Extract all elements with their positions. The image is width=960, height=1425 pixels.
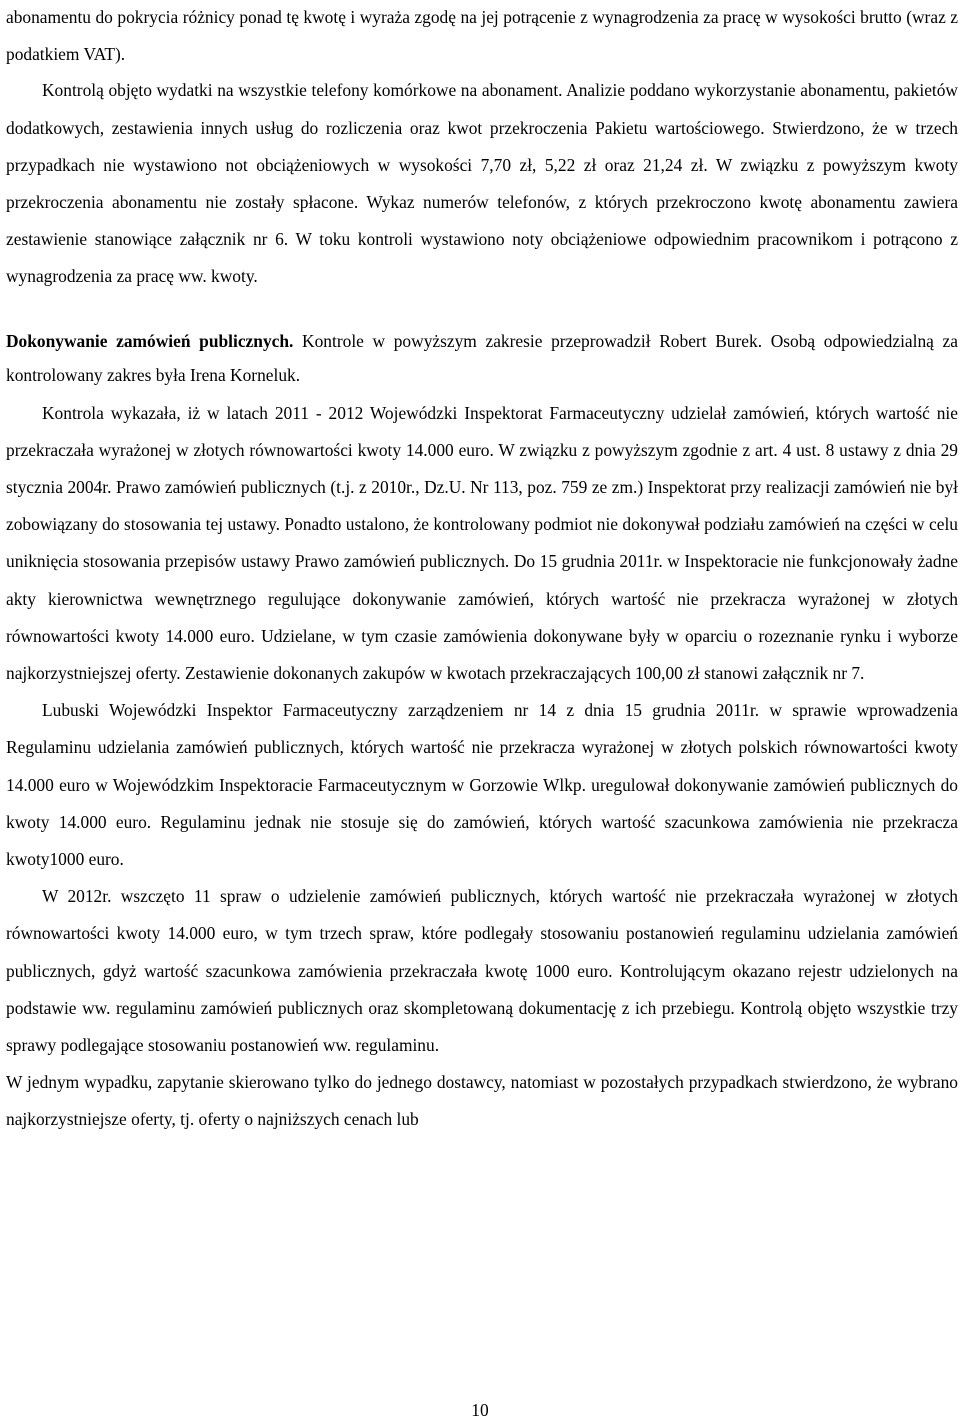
section-heading: Dokonywanie zamówień publicznych. <box>6 330 294 351</box>
paragraph-2012-cases: W 2012r. wszczęto 11 spraw o udzielenie zamówień publicznych, których wartość nie przekraczała wyrażonej w złotych równowartości kwoty 14.000 euro, w tym trzech spraw, które podlegały stosowaniu postanowień regulaminu udzielania zamówień publicznych, gdyż wartość szacunkowa zamówienia przekraczała kwotę 1000 euro. Kontrolującym okazano rejestr udzielonych na podstawie ww. regulaminu zamówień publicznych oraz skompletowaną dokumentację z ich przebiegu. Kontrolą objęto wszystkie trzy sprawy podlegające stosowaniu postanowień ww. regulaminu. <box>6 886 958 1056</box>
page-number: 10 <box>471 1400 489 1420</box>
paragraph-continuation: abonamentu do pokrycia różnicy ponad tę kwotę i wyraża zgodę na jej potrącenie z wynagrodzenia za pracę w wysokości brutto (wraz z podatkiem VAT). <box>6 7 958 65</box>
document-page <box>6 0 958 1139</box>
paragraph-audit-findings: Kontrola wykazała, iż w latach 2011 - 2012 Wojewódzki Inspektorat Farmaceutyczny udzielał zamówień, których wartość nie przekraczała wyrażonej w złotych równowartości kwoty 14.000 euro. W związku z powyższym zgodnie z art. 4 ust. 8 ustawy z dnia 29 stycznia 2004r. Prawo zamówień publicznych (t.j. z 2010r., Dz.U. Nr 113, poz. 759 ze zm.) Inspektorat przy realizacji zamówień nie był zobowiązany do stosowania tej ustawy. Ponadto ustalono, że kontrolowany podmiot nie dokonywał podziału zamówień na części w celu uniknięcia stosowania przepisów ustawy Prawo zamówień publicznych. Do 15 grudnia 2011r. w Inspektoracie nie funkcjonowały żadne akty kierownictwa wewnętrznego regulujące dokonywanie zamówień, których wartość nie przekracza wyrażonej w złotych równowartości kwoty 14.000 euro. Udzielane, w tym czasie zamówienia dokonywane były w oparciu o rozeznanie rynku i wyborze najkorzystniejszej oferty. Zestawienie dokonanych zakupów w kwotach przekraczających 100,00 zł stanowi załącznik nr 7. <box>6 402 958 684</box>
section-intro-text: Kontrole w powyższym zakresie przeprowadził Robert Burek. Osobą odpowiedzialną za kontrolowany zakres była Irena Korneluk. <box>6 330 958 385</box>
section-intro <box>6 324 958 392</box>
paragraph-single-supplier: W jednym wypadku, zapytanie skierowano tylko do jednego dostawcy, natomiast w pozostałych przypadkach stwierdzono, że wybrano najkorzystniejsze oferty, tj. oferty o najniższych cenach lub <box>6 1072 958 1130</box>
paragraph-phone-subscriptions: Kontrolą objęto wydatki na wszystkie telefony komórkowe na abonament. Analizie poddano wykorzystanie abonamentu, pakietów dodatkowych, zestawienia innych usług do rozliczenia oraz kwot przekroczenia Pakietu wartościowego. Stwierdzono, że w trzech przypadkach nie wystawiono not obciążeniowych w wysokości 7,70 zł, 5,22 zł oraz 21,24 zł. W związku z powyższym kwoty przekroczenia abonamentu nie zostały spłacone. Wykaz numerów telefonów, z których przekroczono kwotę abonamentu zawiera zestawienie stanowiące załącznik nr 6. W toku kontroli wystawiono noty obciążeniowe odpowiednim pracownikom i potrącono z wynagrodzenia za pracę ww. kwoty. <box>6 80 958 287</box>
paragraph-regulation: Lubuski Wojewódzki Inspektor Farmaceutyczny zarządzeniem nr 14 z dnia 15 grudnia 2011r. w sprawie wprowadzenia Regulaminu udzielania zamówień publicznych, których wartość nie przekracza wyrażonej w złotych polskich równowartości kwoty 14.000 euro w Wojewódzkim Inspektoracie Farmaceutycznym w Gorzowie Wlkp. uregulował dokonywanie zamówień publicznych do kwoty 14.000 euro. Regulaminu jednak nie stosuje się do zamówień, których wartość szacunkowa zamówienia nie przekracza kwoty1000 euro. <box>6 700 958 870</box>
